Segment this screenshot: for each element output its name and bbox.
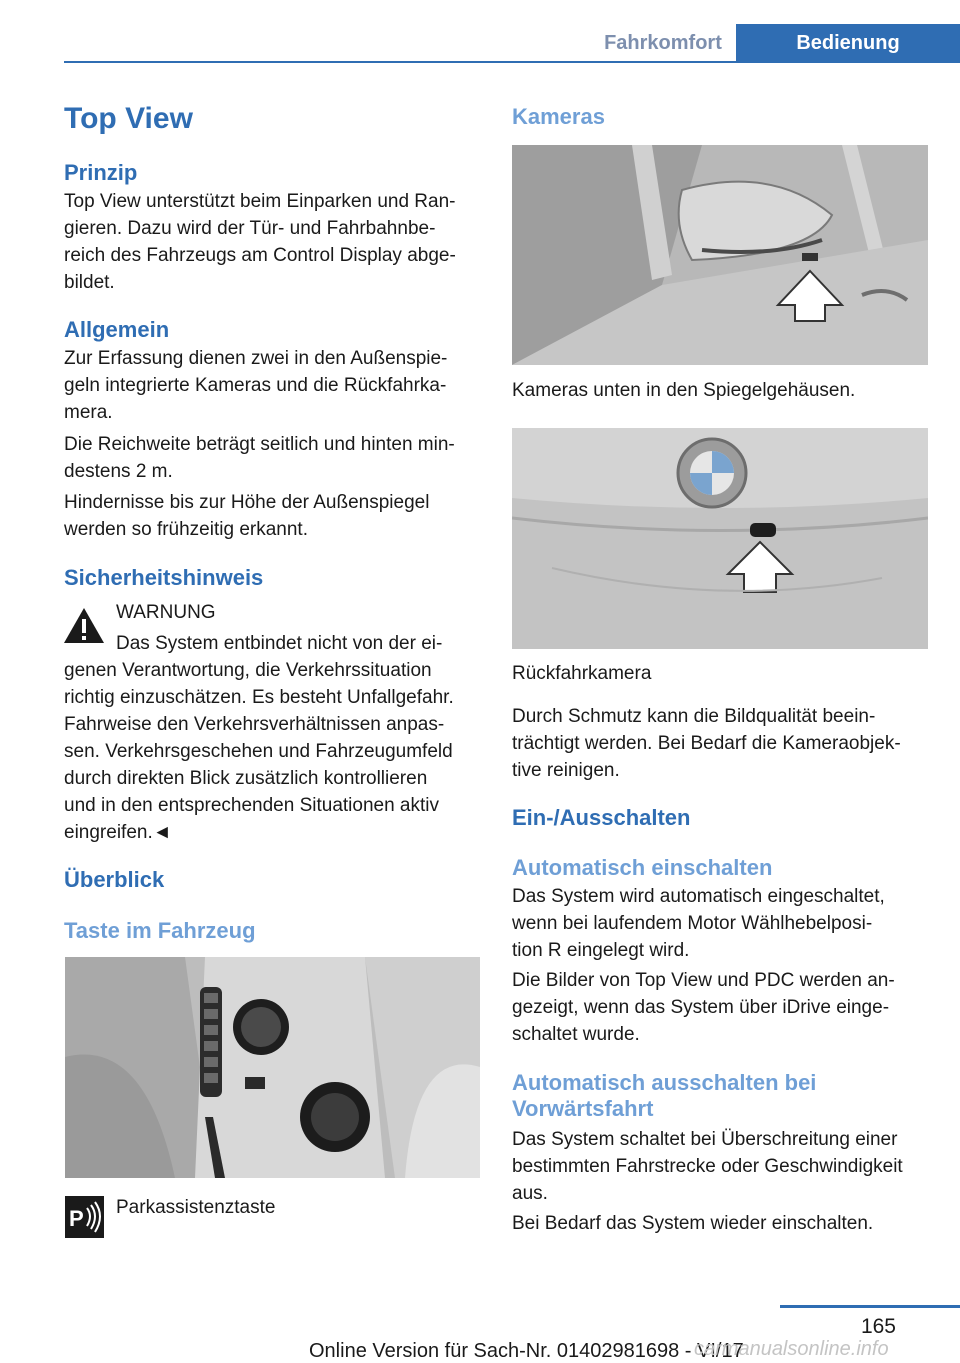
heading-prinzip: Prinzip — [64, 160, 138, 185]
svg-text:P: P — [69, 1206, 84, 1231]
header-rule — [64, 61, 960, 63]
console-photo — [65, 957, 480, 1178]
subheading-taste-im-fahrzeug: Taste im Fahrzeug — [64, 918, 256, 943]
park-assist-caption: Parkassistenztaste — [116, 1197, 276, 1218]
warning-text: Das System entbindet nicht von der ei- genen Verantwortung, die Verkehrssituation richtig einzuschätzen. Es besteht Unfallgefahr. Fahrweise den Verkehrsverhältnissen anpas- sen. Verkehrsgeschehen und Fahrzeugumfeld durch direkten Blick zusätzlich kontrollieren und in den entsprechenden Situationen aktiv eingreifen.◄ — [64, 633, 454, 843]
paragraph-einschalten-2: Die Bilder von Top View und PDC werden an- gezeigt, wenn das System über iDrive einge- schaltet wurde. — [512, 970, 895, 1045]
warning-label: WARNUNG — [116, 602, 216, 623]
footer-rule — [780, 1305, 960, 1308]
paragraph-allgemein-1: Zur Erfassung dienen zwei in den Außenspie- geln integrierte Kameras und die Rückfahrka- mera. — [64, 348, 448, 423]
heading-allgemein: Allgemein — [64, 317, 170, 342]
online-version: Online Version für Sach-Nr. 01402981698 - VI/17 — [309, 1340, 744, 1362]
header-tab-bedienung[interactable]: Bedienung — [736, 24, 960, 62]
paragraph-kameras: Durch Schmutz kann die Bildqualität beein- trächtigt werden. Bei Bedarf die Kameraobjek- tive reinigen. — [512, 706, 901, 781]
page-title: Top View — [64, 102, 193, 135]
header-tab-fahrkomfort[interactable]: Fahrkomfort — [604, 32, 722, 54]
paragraph-ausschalten-1: Das System schaltet bei Überschreitung einer bestimmten Fahrstrecke oder Geschwindigkeit aus. — [512, 1129, 903, 1204]
park-assist-button-icon — [65, 1196, 104, 1238]
paragraph-ausschalten-2: Bei Bedarf das System wieder einschalten. — [512, 1213, 874, 1234]
heading-automatisch-ausschalten: Automatisch ausschalten bei Vorwärtsfahrt — [512, 1070, 817, 1121]
mirror-camera-photo — [512, 145, 928, 365]
watermark: carmanualsonline.info — [694, 1338, 889, 1360]
heading-ein-ausschalten: Ein-/Ausschalten — [512, 805, 691, 830]
heading-ueberblick: Überblick — [64, 867, 165, 892]
paragraph-prinzip: Top View unterstützt beim Einparken und Ran- gieren. Dazu wird der Tür- und Fahrbahnbe- reich des Fahrzeugs am Control Display abge- bildet. — [64, 191, 456, 293]
heading-kameras: Kameras — [512, 104, 605, 129]
paragraph-allgemein-3: Hindernisse bis zur Höhe der Außenspiegel werden so frühzeitig erkannt. — [64, 492, 430, 540]
paragraph-allgemein-2: Die Reichweite beträgt seitlich und hinten min- destens 2 m. — [64, 434, 455, 482]
heading-sicherheitshinweis: Sicherheitshinweis — [64, 565, 264, 590]
caption-rear-camera: Rückfahrkamera — [512, 663, 652, 684]
heading-automatisch-einschalten: Automatisch einschalten — [512, 855, 773, 880]
caption-mirror-cameras: Kameras unten in den Spiegelgehäusen. — [512, 380, 856, 401]
page-number: 165 — [860, 1315, 896, 1338]
rear-camera-photo — [512, 428, 928, 649]
paragraph-einschalten-1: Das System wird automatisch eingeschaltet, wenn bei laufendem Motor Wählhebelposi- tion R eingelegt wird. — [512, 886, 885, 961]
